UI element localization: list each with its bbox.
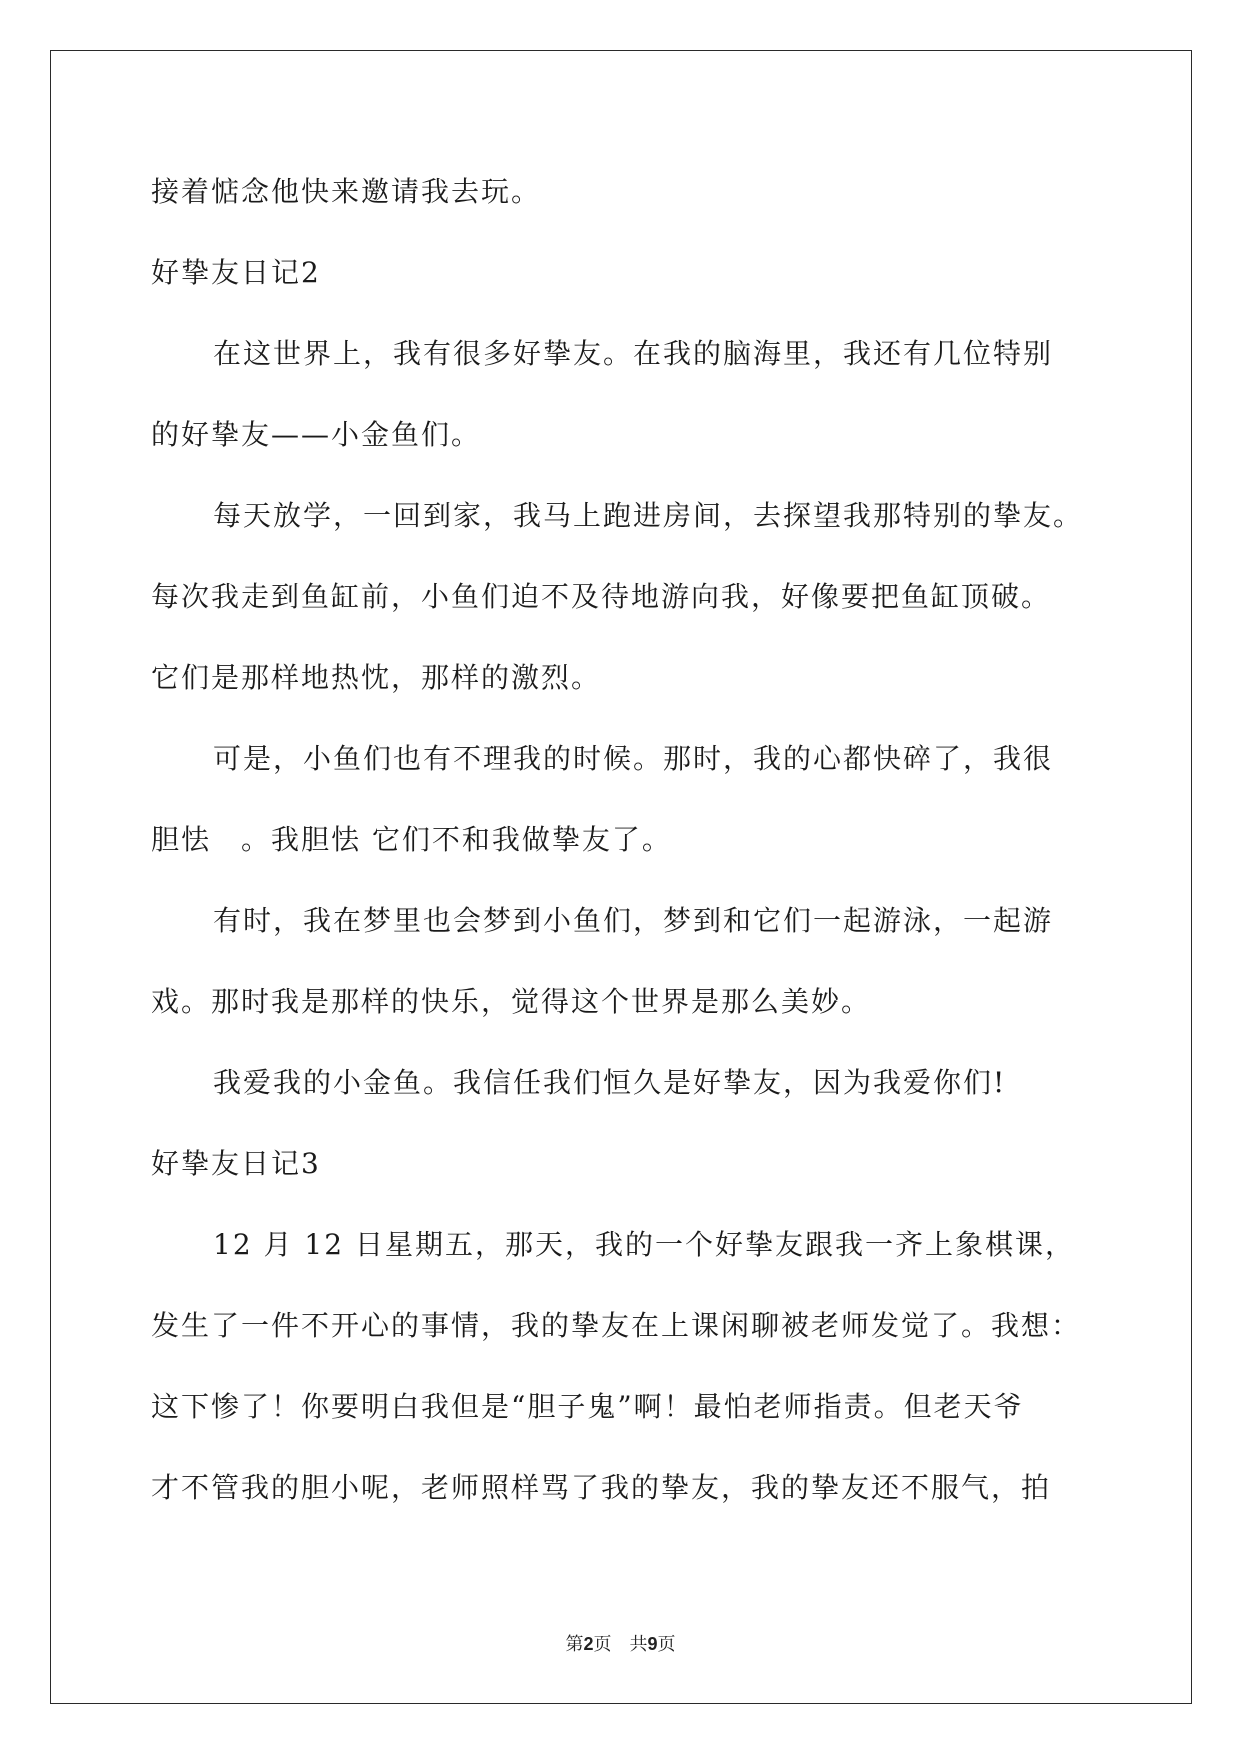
- footer-prefix: 第: [565, 1634, 584, 1655]
- text-line: 每天放学，一回到家，我马上跑进房间，去探望我那特别的挚友。: [213, 499, 1084, 532]
- text-line: 可是，小鱼们也有不理我的时候。那时，我的心都快碎了，我很: [213, 742, 1054, 775]
- text-line: 的好挚友——小金鱼们。: [151, 418, 482, 451]
- footer-suffix: 页: [657, 1634, 676, 1655]
- text-line: 接着惦念他快来邀请我去玩。: [151, 175, 542, 208]
- text-line: 戏。那时我是那样的快乐，觉得这个世界是那么美妙。: [151, 985, 872, 1018]
- text-line: 才不管我的胆小呢，老师照样骂了我的挚友，我的挚友还不服气，拍: [151, 1471, 1052, 1504]
- text-line: 发生了一件不开心的事情，我的挚友在上课闲聊被老师发觉了。我想：: [151, 1309, 1082, 1342]
- section-heading: 好挚友日记2: [151, 256, 321, 289]
- text-line: 这下惨了！你要明白我但是“胆子鬼”啊！最怕老师指责。但老天爷: [151, 1390, 1024, 1423]
- text-line: 在这世界上，我有很多好挚友。在我的脑海里，我还有几位特别: [213, 337, 1054, 370]
- text-line: 我爱我的小金鱼。我信任我们恒久是好挚友，因为我爱你们!: [213, 1066, 1007, 1099]
- page-footer: [0, 1632, 1241, 1657]
- text-line: 有时，我在梦里也会梦到小鱼们，梦到和它们一起游泳，一起游: [213, 904, 1054, 937]
- current-page-number: 2: [583, 1634, 594, 1654]
- text-line: 它们是那样地热忱，那样的激烈。: [151, 661, 602, 694]
- page-border: [50, 50, 1192, 1704]
- text-line: 每次我走到鱼缸前，小鱼们迫不及待地游向我，好像要把鱼缸顶破。: [151, 580, 1052, 613]
- section-heading: 好挚友日记3: [151, 1147, 321, 1180]
- total-page-number: 9: [647, 1634, 658, 1654]
- text-line: 12 月 12 日星期五，那天，我的一个好挚友跟我一齐上象棋课，: [213, 1228, 1075, 1261]
- footer-mid: 页 共: [593, 1634, 648, 1655]
- text-line: 胆怯 。我胆怯 它们不和我做挚友了。: [151, 823, 672, 856]
